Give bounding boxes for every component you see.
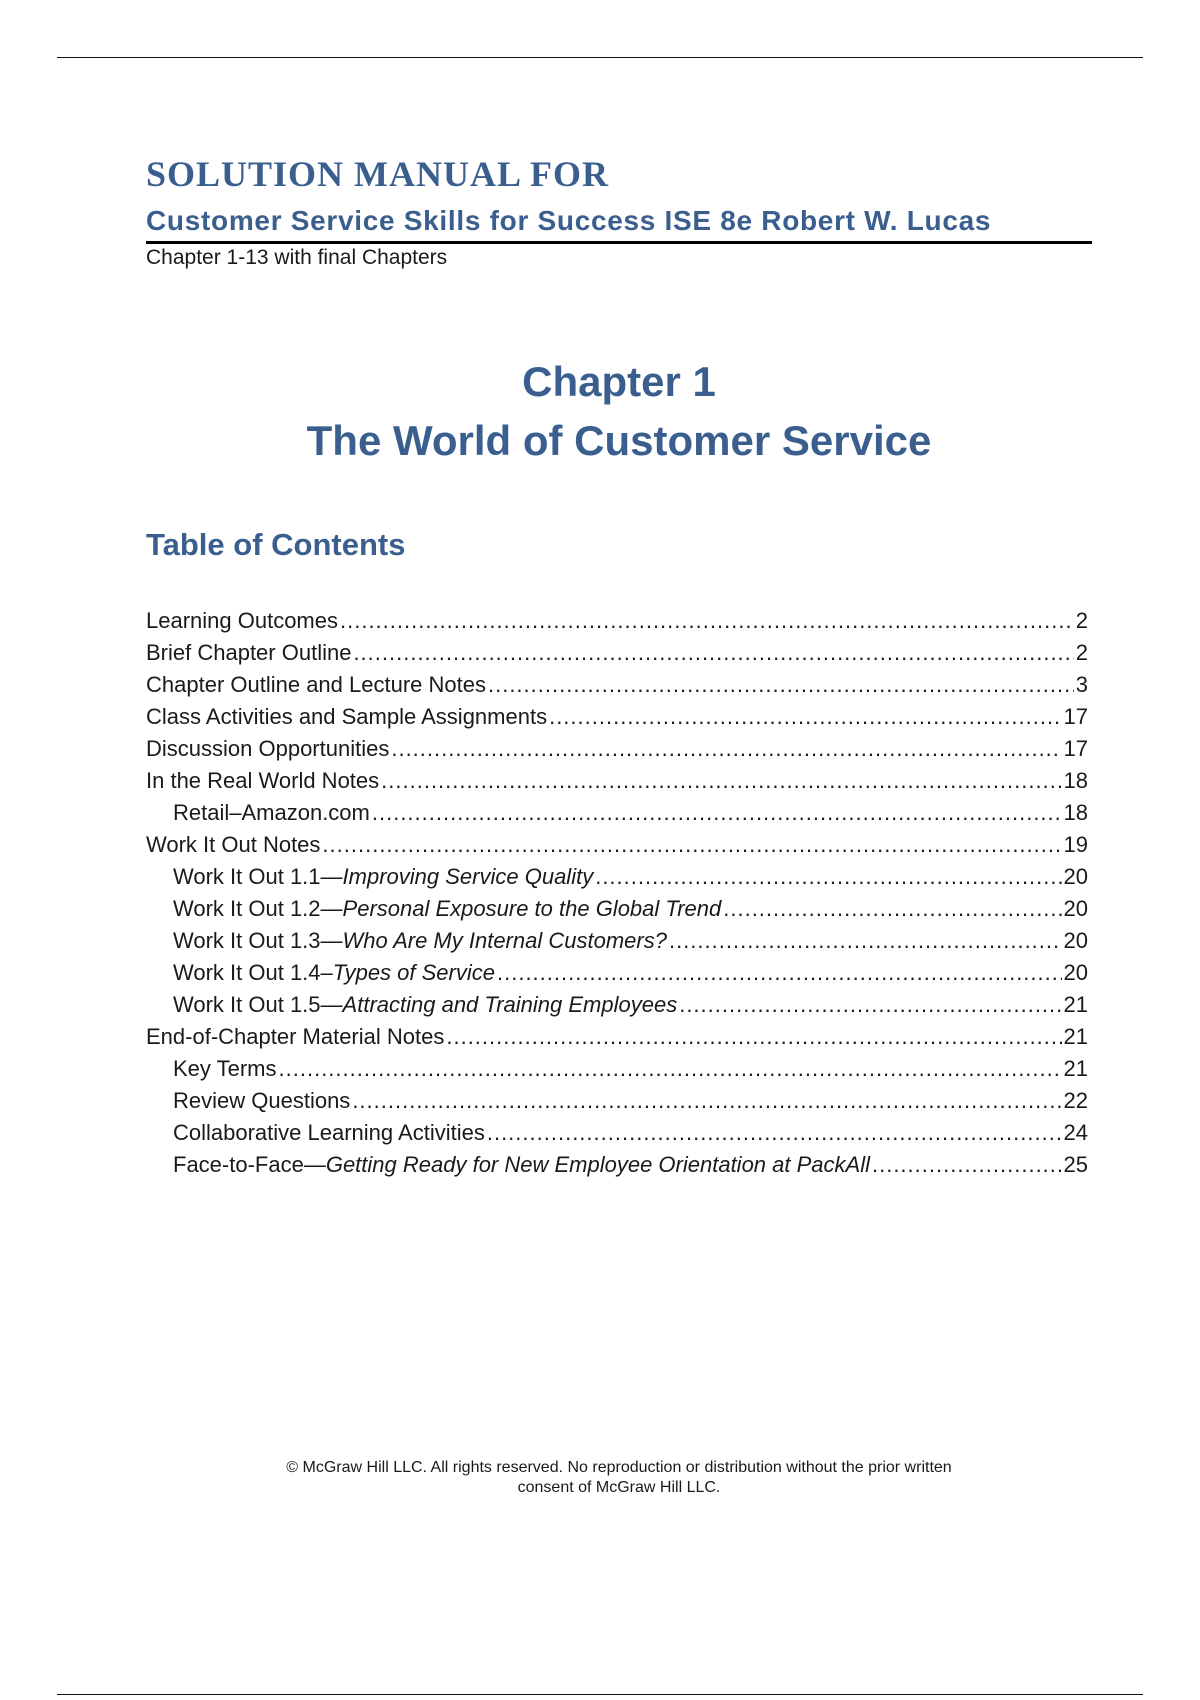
toc-leader-dots [340,605,1074,637]
table-of-contents [146,605,1088,1181]
chapter-range: Chapter 1-13 with final Chapters [146,246,448,269]
toc-leader-dots [669,925,1062,957]
toc-entry-title: Collaborative Learning Activities [173,1120,485,1145]
toc-leader-dots [497,957,1062,989]
toc-entry-page: 17 [1063,736,1088,761]
toc-entry[interactable] [146,637,1088,669]
toc-entry-title: Key Terms [173,1056,277,1081]
toc-leader-dots [372,797,1062,829]
toc-leader-dots [872,1149,1062,1181]
toc-leader-dots [595,861,1061,893]
toc-entry[interactable] [146,1021,1088,1053]
book-title: Customer Service Skills for Success ISE 8e Robert W. Lucas [146,203,1092,244]
toc-entry-title: Chapter Outline and Lecture Notes [146,672,486,697]
toc-subentry[interactable] [146,797,1088,829]
toc-entry-title: Work It Out Notes [146,832,321,857]
toc-subentry[interactable] [146,1085,1088,1117]
toc-heading: Table of Contents [146,527,406,562]
toc-leader-dots [353,637,1073,669]
document-header [146,150,1092,272]
toc-leader-dots [679,989,1061,1021]
toc-entry-title: End-of-Chapter Material Notes [146,1024,445,1049]
toc-subentry[interactable] [146,989,1088,1021]
toc-entry[interactable] [146,605,1088,637]
toc-entry-page: 3 [1075,672,1088,697]
chapter-title: The World of Customer Service [306,417,932,464]
toc-leader-dots [549,701,1061,733]
toc-entry-title: Work It Out 1.1—Improving Service Quality [173,864,594,889]
toc-entry-page: 2 [1075,640,1088,665]
bottom-rule [57,1694,1143,1695]
toc-entry[interactable] [146,765,1088,797]
toc-subentry[interactable] [146,1117,1088,1149]
chapter-heading [146,352,1092,470]
toc-entry-title: Review Questions [173,1088,351,1113]
toc-entry-title: Retail–Amazon.com [173,800,370,825]
toc-entry[interactable] [146,733,1088,765]
toc-entry-title: In the Real World Notes [146,768,380,793]
toc-leader-dots [279,1053,1062,1085]
toc-entry-title: Work It Out 1.2—Personal Exposure to the Global Trend [173,896,722,921]
copyright-line-2: consent of McGraw Hill LLC. [517,1479,721,1496]
toc-leader-dots [381,765,1061,797]
toc-entry-title: Brief Chapter Outline [146,640,352,665]
toc-entry-page: 17 [1063,704,1088,729]
toc-entry-page: 21 [1063,1056,1088,1081]
toc-entry-page: 24 [1063,1120,1088,1145]
toc-entry-page: 19 [1063,832,1088,857]
toc-subentry[interactable] [146,925,1088,957]
toc-entry-page: 2 [1075,608,1088,633]
toc-entry[interactable] [146,701,1088,733]
toc-entry-page: 20 [1063,864,1088,889]
toc-leader-dots [487,1117,1062,1149]
toc-leader-dots [391,733,1061,765]
toc-entry-page: 20 [1063,896,1088,921]
toc-entry-page: 18 [1063,800,1088,825]
toc-entry-title: Discussion Opportunities [146,736,390,761]
toc-entry-page: 22 [1063,1088,1088,1113]
toc-subentry[interactable] [146,893,1088,925]
toc-subentry[interactable] [146,1053,1088,1085]
copyright-footer [146,1458,1092,1498]
toc-entry-page: 20 [1063,928,1088,953]
toc-entry-title: Work It Out 1.3—Who Are My Internal Customers? [173,928,667,953]
toc-leader-dots [446,1021,1061,1053]
top-rule [57,57,1143,58]
toc-entry-title: Face-to-Face—Getting Ready for New Employee Orientation at PackAll [173,1152,870,1177]
toc-leader-dots [322,829,1061,861]
toc-entry-title: Class Activities and Sample Assignments [146,704,548,729]
manual-title: SOLUTION MANUAL FOR [146,154,610,194]
toc-entry[interactable] [146,829,1088,861]
toc-entry-title: Work It Out 1.4–Types of Service [173,960,495,985]
toc-entry-page: 21 [1063,1024,1088,1049]
toc-entry-title: Learning Outcomes [146,608,338,633]
toc-entry-page: 25 [1063,1152,1088,1177]
toc-subentry[interactable] [146,957,1088,989]
copyright-line-1: © McGraw Hill LLC. All rights reserved. No reproduction or distribution without the prior written [286,1459,952,1476]
toc-entry-title: Work It Out 1.5—Attracting and Training Employees [173,992,678,1017]
toc-entry-page: 18 [1063,768,1088,793]
toc-subentry[interactable] [146,1149,1088,1181]
toc-leader-dots [723,893,1061,925]
toc-entry-page: 21 [1063,992,1088,1017]
toc-entry[interactable] [146,669,1088,701]
toc-leader-dots [352,1085,1061,1117]
toc-entry-page: 20 [1063,960,1088,985]
chapter-number: Chapter 1 [522,358,716,405]
toc-leader-dots [488,669,1074,701]
toc-subentry[interactable] [146,861,1088,893]
